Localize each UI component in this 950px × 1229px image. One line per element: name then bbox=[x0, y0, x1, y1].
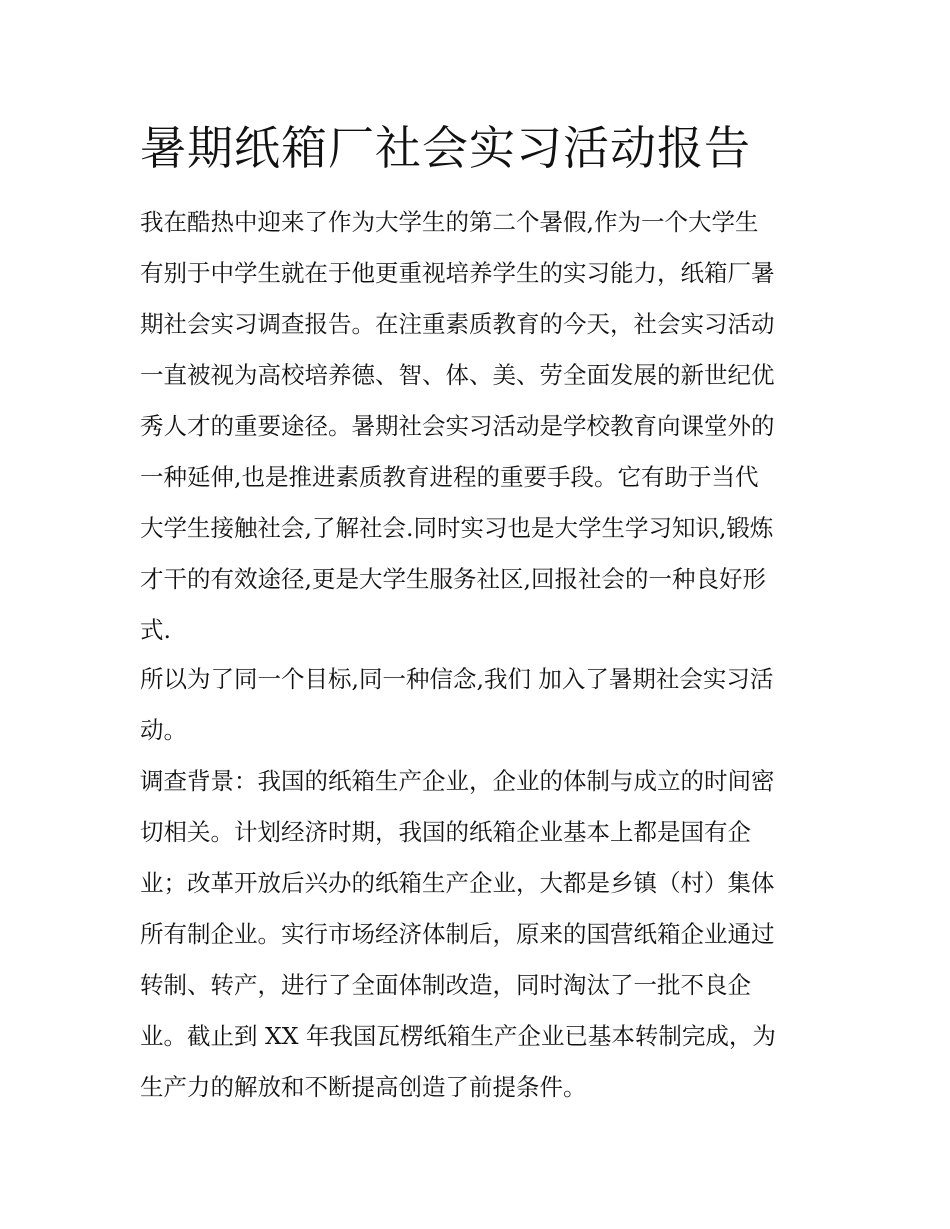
paragraph-line: 业；改革开放后兴办的纸箱生产企业，大都是乡镇（村）集体 bbox=[140, 869, 775, 897]
paragraph-line: 所有制企业。实行市场经济体制后，原来的国营纸箱企业通过 bbox=[140, 920, 775, 948]
paragraph-line: 所以为了同一个目标,同一种信念,我们 加入了暑期社会实习活 bbox=[140, 665, 774, 693]
paragraph-line: 一直被视为高校培养德、智、体、美、劳全面发展的新世纪优 bbox=[140, 361, 775, 389]
paragraph-line: 式. bbox=[140, 616, 171, 644]
paragraph-line: 转制、转产，进行了全面体制改造，同时淘汰了一批不良企 bbox=[140, 971, 751, 999]
paragraph-line: 动。 bbox=[140, 716, 187, 744]
paragraph-line: 期社会实习调查报告。在注重素质教育的今天，社会实习活动 bbox=[140, 310, 775, 338]
paragraph-line: 有别于中学生就在于他更重视培养学生的实习能力，纸箱厂暑 bbox=[140, 259, 775, 287]
document-title: 暑期纸箱厂社会实习活动报告 bbox=[140, 121, 751, 175]
paragraph-line: 大学生接触社会,了解社会.同时实习也是大学生学习知识,锻炼 bbox=[140, 514, 774, 542]
paragraph-line: 调查背景：我国的纸箱生产企业，企业的体制与成立的时间密 bbox=[140, 767, 775, 795]
paragraph-line: 一种延伸,也是推进素质教育进程的重要手段。它有助于当代 bbox=[140, 463, 759, 491]
paragraph-line: 我在酷热中迎来了作为大学生的第二个暑假,作为一个大学生 bbox=[140, 208, 759, 236]
paragraph-line: 秀人才的重要途径。暑期社会实习活动是学校教育向课堂外的 bbox=[140, 412, 775, 440]
paragraph-line: 业。截止到 XX 年我国瓦楞纸箱生产企业已基本转制完成，为 bbox=[140, 1022, 776, 1050]
paragraph-line: 才干的有效途径,更是大学生服务社区,回报社会的一种良好形 bbox=[140, 565, 766, 593]
paragraph-line: 切相关。计划经济时期，我国的纸箱企业基本上都是国有企 bbox=[140, 818, 751, 846]
paragraph-line: 生产力的解放和不断提高创造了前提条件。 bbox=[140, 1073, 587, 1101]
